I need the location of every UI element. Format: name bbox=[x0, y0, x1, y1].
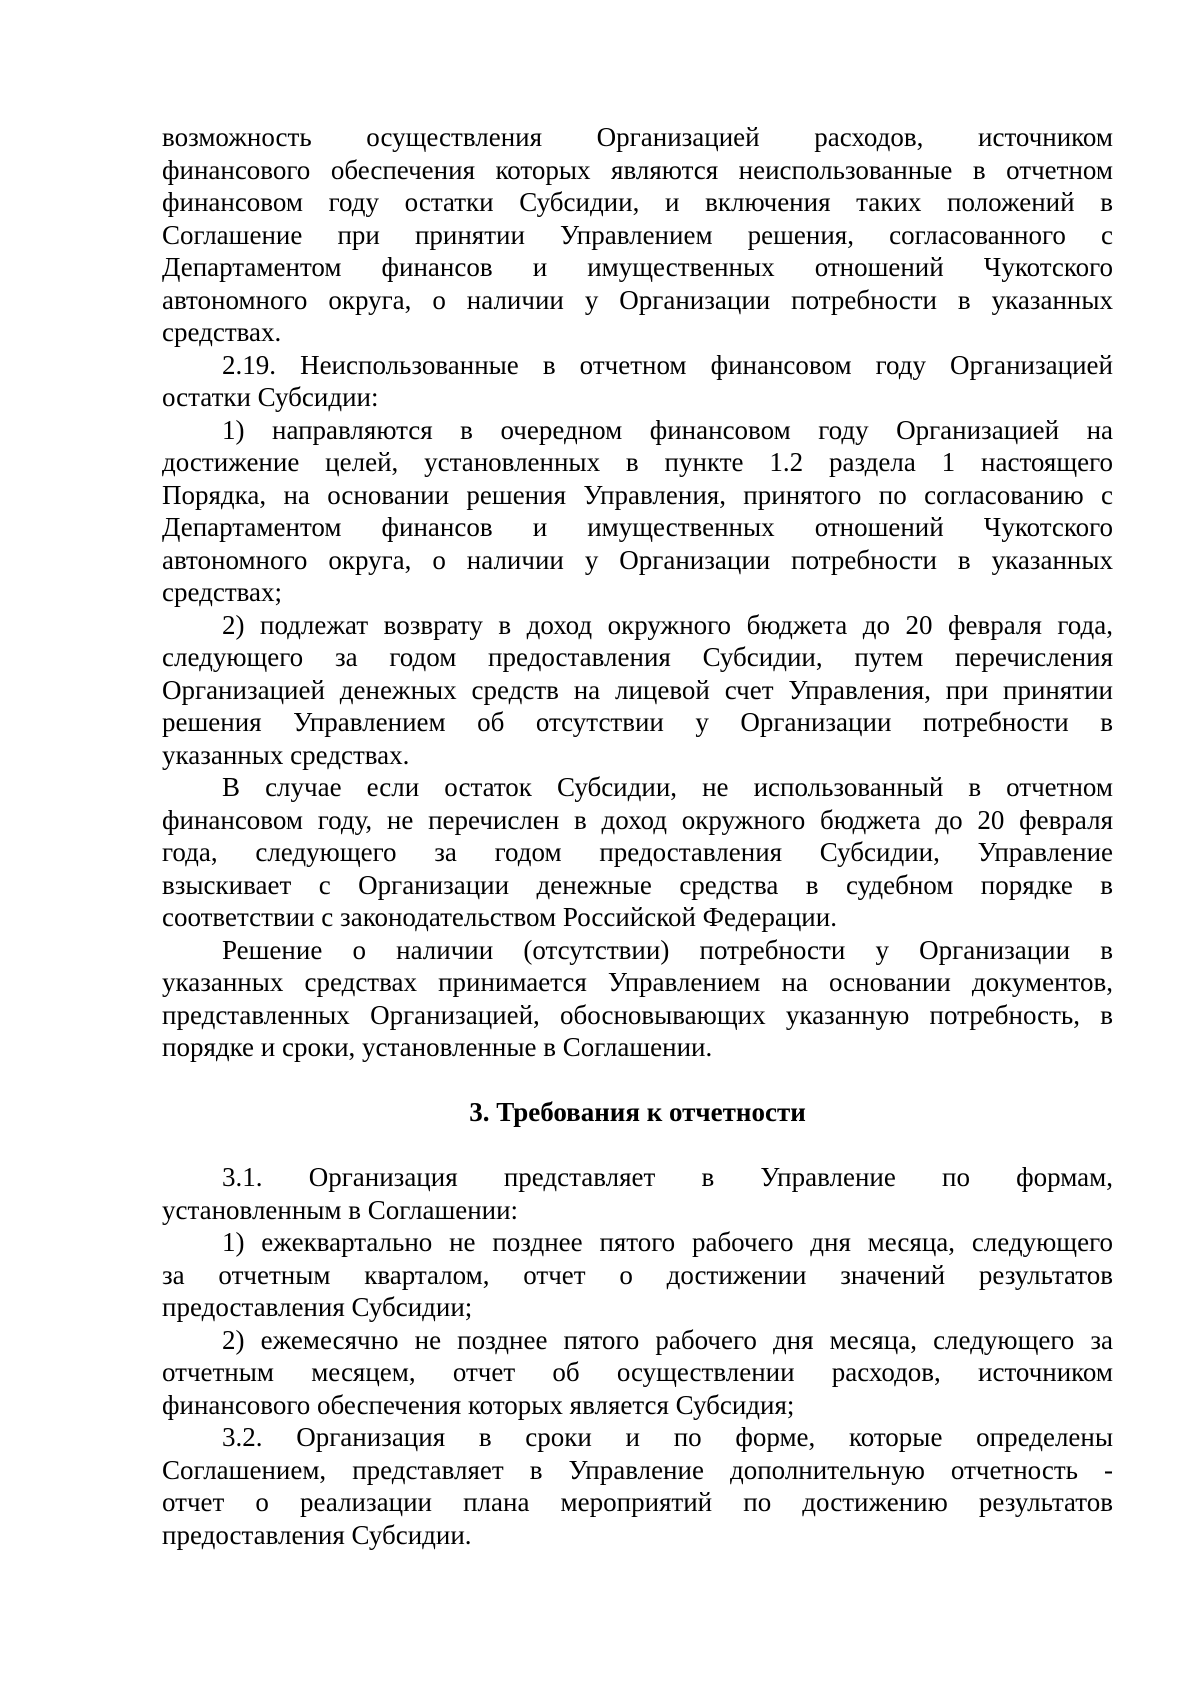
text-line: 2) подлежат возврату в доход окружного бюджета до 20 февраля года, bbox=[222, 609, 1113, 640]
text-line: 3.2. Организация в сроки и по форме, которые определены bbox=[222, 1422, 1113, 1452]
text-line: Решение о наличии (отсутствии) потребности у Организации в bbox=[222, 934, 1113, 965]
text-line: финансовом году остатки Субсидии, и включения таких положений в bbox=[162, 187, 1113, 217]
text-line: решения Управлением об отсутствии у Организации потребности в bbox=[162, 707, 1113, 737]
paragraph bbox=[162, 771, 1113, 934]
text-line: 2.19. Неиспользованные в отчетном финансовом году Организацией bbox=[222, 349, 1113, 380]
text-line: 1) ежеквартально не позднее пятого рабочего дня месяца, следующего bbox=[222, 1227, 1113, 1257]
text-line: отчет о реализации плана мероприятий по достижению результатов bbox=[162, 1487, 1113, 1517]
text-line: автономного округа, о наличии у Организации потребности в указанных bbox=[162, 284, 1113, 315]
paragraph bbox=[162, 934, 1113, 1064]
text-line: Организацией денежных средств на лицевой счет Управления, при принятии bbox=[162, 674, 1113, 705]
text-line: автономного округа, о наличии у Организации потребности в указанных bbox=[162, 544, 1113, 575]
text-line: средствах. bbox=[162, 317, 282, 347]
text-line: указанных средствах принимается Управлением на основании документов, bbox=[162, 967, 1113, 997]
text-line: предоставления Субсидии; bbox=[162, 1292, 473, 1322]
text-line: установленным в Соглашении: bbox=[162, 1194, 519, 1225]
paragraph bbox=[162, 1226, 1113, 1324]
text-line: соответствии с законодательством Российской Федерации. bbox=[162, 902, 837, 932]
section-heading: 3. Требования к отчетности bbox=[469, 1097, 806, 1127]
text-line: остатки Субсидии: bbox=[162, 382, 379, 412]
text-line: за отчетным кварталом, отчет о достижении значений результатов bbox=[162, 1259, 1113, 1290]
text-line: финансового обеспечения которых является Субсидия; bbox=[162, 1389, 795, 1420]
text-line: средствах; bbox=[162, 577, 283, 607]
text-line: года, следующего за годом предоставления Субсидии, Управление bbox=[162, 837, 1113, 867]
text-line: финансовом году, не перечислен в доход окружного бюджета до 20 февраля bbox=[162, 804, 1113, 835]
paragraph bbox=[162, 1161, 1113, 1226]
paragraph bbox=[162, 414, 1113, 609]
text-line: предоставления Субсидии. bbox=[162, 1519, 472, 1550]
blank-line bbox=[162, 1129, 1113, 1162]
text-line: порядке и сроки, установленные в Соглашении. bbox=[162, 1032, 713, 1062]
text-line: возможность осуществления Организацией расходов, источником bbox=[162, 122, 1113, 152]
paragraph bbox=[162, 121, 1113, 349]
text-line: В случае если остаток Субсидии, не использованный в отчетном bbox=[222, 772, 1113, 802]
text-line: 3.1. Организация представляет в Управление по формам, bbox=[222, 1162, 1113, 1192]
text-line: 2) ежемесячно не позднее пятого рабочего дня месяца, следующего за bbox=[222, 1324, 1113, 1355]
paragraph bbox=[162, 1324, 1113, 1422]
text-line: Соглашение при принятии Управлением решения, согласованного с bbox=[162, 219, 1113, 250]
document-text bbox=[162, 121, 1113, 1551]
text-line: указанных средствах. bbox=[162, 739, 410, 770]
text-line: отчетным месяцем, отчет об осуществлении расходов, источником bbox=[162, 1357, 1113, 1387]
blank-line bbox=[162, 1064, 1113, 1097]
text-line: Департаментом финансов и имущественных отношений Чукотского bbox=[162, 252, 1113, 282]
text-line: 1) направляются в очередном финансовом году Организацией на bbox=[222, 414, 1113, 445]
text-line: представленных Организацией, обосновывающих указанную потребность, в bbox=[162, 999, 1113, 1030]
text-line: взыскивает с Организации денежные средства в судебном порядке в bbox=[162, 869, 1113, 900]
text-line: следующего за годом предоставления Субсидии, путем перечисления bbox=[162, 642, 1113, 672]
text-line: Департаментом финансов и имущественных отношений Чукотского bbox=[162, 512, 1113, 542]
paragraph bbox=[162, 349, 1113, 414]
paragraph bbox=[162, 1421, 1113, 1551]
paragraph bbox=[162, 609, 1113, 772]
text-line: достижение целей, установленных в пункте 1.2 раздела 1 настоящего bbox=[162, 447, 1113, 477]
text-line: Порядка, на основании решения Управления, принятого по согласованию с bbox=[162, 479, 1113, 510]
text-line: Соглашением, представляет в Управление дополнительную отчетность - bbox=[162, 1454, 1113, 1485]
text-line: финансового обеспечения которых являются неиспользованные в отчетном bbox=[162, 154, 1113, 185]
